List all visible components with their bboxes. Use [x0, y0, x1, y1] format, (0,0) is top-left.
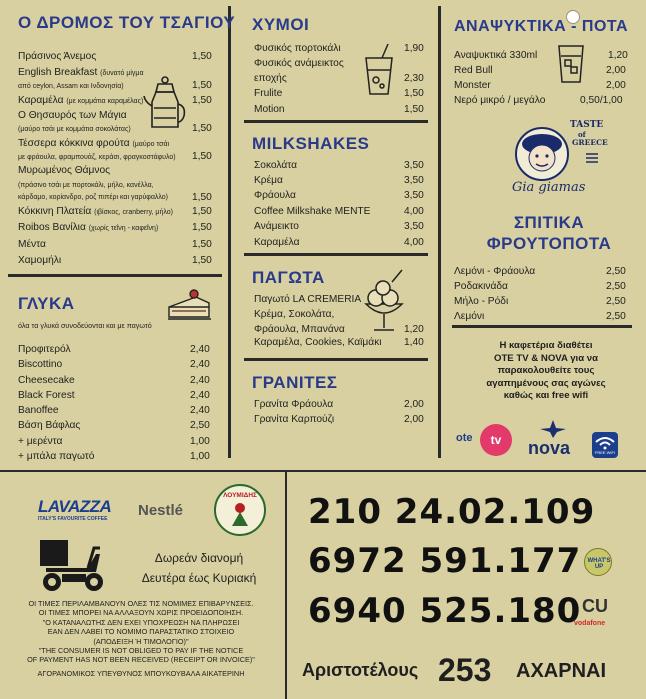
logo-greece-text: GREECE [572, 138, 608, 147]
juice-item-price: 1,50 [404, 104, 424, 115]
disclaimer-line: (ΑΠΟΔΕΙΞΗ Ή ΤΙΜΟΛΟΓΙΟ)" [93, 636, 189, 646]
icecream-item-name: Παγωτό LA CREMERIA [254, 294, 362, 305]
sweet-item-name: + μπάλα παγωτό [18, 451, 95, 462]
disclaimer-line: "THE CONSUMER IS NOT OBLIGED TO PAY IF THE NOTICE [38, 646, 244, 656]
milkshake-item-name: Coffee Milkshake MENTE [254, 206, 371, 217]
homemade-item-name: Λεμόνι - Φράουλα [454, 266, 536, 277]
ote-tv-logo [456, 424, 514, 458]
tea-item [18, 206, 173, 219]
address-number: 253 [438, 652, 492, 688]
tea-item-name: Roibos Βανίλια [18, 222, 86, 233]
granita-item-price: 2,00 [404, 414, 424, 425]
divider [452, 325, 632, 328]
tea-item [18, 95, 143, 108]
lavazza-logo-text: LAVAZZA [38, 497, 112, 516]
tea-item-price: 1,50 [192, 255, 212, 266]
juice-item-price: 1,50 [404, 88, 424, 99]
tea-item-note: κάρδαμο, κορίανδρο, ροζ πιπέρι και γαρύφαλλο) [18, 194, 169, 201]
cu-logo: CU [582, 596, 608, 616]
tea-item-note: (μαύρο τσάι [132, 141, 170, 148]
sweet-item-price: 2,40 [190, 390, 210, 401]
icecream-item-price: 1,40 [404, 337, 424, 348]
granita-item-name: Γρανίτα Φράουλα [254, 399, 334, 410]
tea-item-name: Μέντα [18, 239, 46, 250]
vodafone-logo: vodafone [574, 620, 606, 627]
icecream-item-name: Καραμέλα, Cookies, Καϊμάκι [254, 337, 382, 348]
homemade-item-price: 2,50 [606, 311, 626, 322]
granita-item-name: Γρανίτα Καρπούζι [254, 414, 335, 425]
tea-item-name: Ο Θησαυρός των Μάγια [18, 110, 127, 121]
tv-info-line: παρακολουθείτε τους [497, 365, 595, 376]
divider [0, 470, 646, 472]
logo-signature-text: Gia giamas [512, 180, 586, 195]
loumidis-logo [214, 484, 266, 536]
ote-logo-text: ote [456, 432, 473, 444]
tea-item-name: Κόκκινη Πλατεία [18, 206, 92, 217]
tea-item-name: Χαμομήλι [18, 255, 62, 266]
sweets-section-title: ΓΛΥΚΑ [18, 294, 75, 313]
milkshake-item-name: Καραμέλα [254, 237, 300, 248]
homemade-item-name: Ροδακινάδα [454, 281, 508, 292]
logo-taste-text: TASTE [570, 120, 604, 130]
nova-star-icon [540, 420, 566, 438]
phone-number[interactable]: 6940 525.180 [308, 591, 582, 631]
tv-info-line: αγαπημένους σας αγώνες [486, 377, 606, 389]
sweet-item-price: 2,40 [190, 405, 210, 416]
tea-item-note: (δυνατό μίγμα [100, 70, 144, 77]
icecream-section-title: ΠΑΓΩΤΑ [252, 268, 325, 287]
tea-item [18, 138, 169, 151]
address [302, 652, 642, 694]
tv-info-line: Η καφετέρια διαθέτει [499, 340, 593, 351]
divider [244, 358, 428, 361]
disclaimer-line: "Ο ΚΑΤΑΝΑΛΩΤΗΣ ΔΕΝ ΕΧΕΙ ΥΠΟΧΡΕΩΣΗ ΝΑ ΠΛΗΡΩΣΕΙ [42, 617, 240, 627]
sweet-item-price: 2,40 [190, 344, 210, 355]
juices-section-title: ΧΥΜΟΙ [252, 15, 310, 34]
sweet-item-name: Προφιτερόλ [18, 344, 71, 355]
juice-glass-icon [362, 42, 396, 98]
drink-item-price: 2,00 [606, 80, 626, 91]
divider [244, 120, 428, 123]
free-wifi-logo [592, 432, 618, 458]
icecream-cup-icon [362, 266, 406, 336]
tea-item-note: από ceylon, Assam και Ινδονησία) [18, 83, 124, 90]
tv-info-line: OTE TV & NOVA για να [493, 352, 599, 364]
sweet-item-price: 1,00 [190, 451, 210, 462]
whats-up-logo [584, 548, 612, 576]
juice-item-price: 2,30 [404, 73, 424, 84]
homemade-item-name: Μήλο - Ρόδι [454, 296, 509, 307]
phone-number[interactable]: 210 24.02.109 [308, 492, 596, 532]
address-street: Αριστοτέλους [302, 660, 419, 680]
tv-info-line: καθώς και free wifi [503, 390, 589, 401]
nova-logo [528, 420, 578, 460]
homemade-section-title-line2: ΦΡΟΥΤΟΠΟΤΑ [486, 234, 612, 253]
icecream-item-name: Φράουλα, Μπανάνα [254, 324, 345, 335]
milkshake-item-price: 3,50 [404, 190, 424, 201]
milkshake-item-name: Φράουλα [254, 190, 296, 201]
sweet-item-price: 2,40 [190, 375, 210, 386]
tea-item-price: 1,50 [192, 239, 212, 250]
soft-drinks-section-title: ΑΝΑΨΥΚΤΙΚΑ - ΠΟΤΑ [454, 18, 629, 35]
milkshake-item-name: Κρέμα [254, 175, 283, 186]
tea-item-name: Τέσσερα κόκκινα φρούτα [18, 138, 130, 149]
delivery-line: Δευτέρα έως Κυριακή [141, 571, 257, 585]
milkshake-item-price: 4,00 [404, 206, 424, 217]
tea-item-price: 1,50 [192, 192, 212, 203]
sweet-item-name: Cheesecake [18, 375, 75, 386]
tea-item-price: 1,50 [192, 51, 212, 62]
wifi-logo-text: FREE WIFI [594, 450, 616, 455]
tea-item-note: (ιβίσκος, cranberry, μήλο) [94, 209, 173, 216]
tea-item-price: 1,50 [192, 222, 212, 233]
tea-item-name: Καραμέλα [18, 95, 64, 106]
delivery-scooter-icon [36, 538, 108, 596]
tea-item-name: English Breakfast [18, 67, 98, 78]
tea-item-name: Μυρωμένος Θάμνος [18, 165, 111, 176]
icecream-item-price: 1,20 [404, 324, 424, 335]
tea-item-note: (χωρίς τεΐνη - καφεΐνη) [88, 225, 159, 232]
tea-item-price: 1,50 [192, 151, 212, 162]
tv-info-text [446, 340, 646, 403]
granita-section-title: ΓΡΑΝΙΤΕΣ [252, 373, 338, 392]
milkshake-item-price: 3,50 [404, 221, 424, 232]
divider [228, 6, 231, 458]
logo-of-text: of [578, 130, 586, 139]
drink-glass-icon [556, 40, 586, 84]
juice-item-name: Φυσικός ανάμεικτος [254, 58, 344, 69]
tea-item [18, 222, 158, 235]
milkshake-item-name: Σοκολάτα [254, 160, 298, 171]
sweet-item-price: 1,00 [190, 436, 210, 447]
granita-item-price: 2,00 [404, 399, 424, 410]
drink-item-name: Αναψυκτικά 330ml [454, 50, 538, 61]
nestle-logo: Nestlé [138, 502, 184, 519]
cake-icon [166, 287, 212, 323]
tea-item-name: Πράσινος Άνεμος [18, 51, 97, 62]
drink-item-price: 2,00 [606, 65, 626, 76]
drink-item-price: 1,20 [608, 50, 628, 61]
milkshake-item-name: Ανάμεικτο [254, 221, 299, 232]
disclaimer-line: ΟΙ ΤΙΜΕΣ ΠΕΡΙΛΑΜΒΑΝΟΥΝ ΟΛΕΣ ΤΙΣ ΝΟΜΙΜΕΣ ΕΠΙΒΑΡΥΝΣΕΙΣ. [28, 599, 254, 608]
sweet-item-price: 2,50 [190, 420, 210, 431]
divider [244, 253, 428, 256]
sweet-item-price: 2,40 [190, 359, 210, 370]
juice-item-name: Frulite [254, 88, 283, 99]
disclaimer [6, 599, 276, 678]
delivery-line: Δωρεάν διανομή [154, 551, 244, 565]
tea-item-price: 1,50 [192, 95, 212, 106]
tea-section-title: Ο ΔΡΟΜΟΣ ΤΟΥ ΤΣΑΓΙΟΥ [18, 13, 236, 32]
sweet-item-name: Βάση Βάφλας [18, 420, 81, 431]
tea-item-price: 1,50 [192, 206, 212, 217]
juice-item-name: Motion [254, 104, 285, 115]
divider [8, 274, 222, 277]
juice-item-name: εποχής [254, 73, 287, 84]
homemade-item-price: 2,50 [606, 296, 626, 307]
phone-number[interactable]: 6972 591.177 [308, 541, 582, 581]
delivery-text [124, 548, 274, 588]
milkshakes-section-title: MILKSHAKES [252, 134, 370, 153]
sweet-item-name: Banoffee [18, 405, 59, 416]
lavazza-logo [38, 497, 118, 522]
teapot-icon [142, 72, 188, 134]
drink-item-name: Monster [454, 80, 491, 91]
juice-item-name: Φυσικός πορτοκάλι [254, 43, 341, 54]
tea-item-note: (πράσινο τσάι με πορτοκάλι, μήλο, κανέλλα, [18, 182, 154, 189]
drink-item-price: 0,50/1,00 [580, 95, 623, 106]
loumidis-logo-text: ΛΟΥΜΙΔΗΣ [223, 492, 257, 499]
disclaimer-line: ΟΙ ΤΙΜΕΣ ΜΠΟΡΕΙ ΝΑ ΑΛΛΑΞΟΥΝ ΧΩΡΙΣ ΠΡΟΕΙΔΟΠΟΙΗΣΗ. [38, 608, 244, 618]
whats-up-logo-text: WHAT'S UP [587, 558, 611, 570]
icecream-item-name: Κρέμα, Σοκολάτα, [254, 309, 335, 320]
homemade-item-price: 2,50 [606, 266, 626, 277]
tea-item-price: 1,50 [192, 123, 212, 134]
homemade-item-name: Λεμόνι [454, 311, 485, 322]
tea-item [18, 67, 144, 80]
address-city: ΑΧΑΡΝΑΙ [516, 660, 607, 682]
sweets-subtitle: όλα τα γλυκά συνοδεύονται και με παγωτό [18, 321, 152, 330]
tea-item-price: 1,50 [192, 80, 212, 91]
homemade-section-title-line1: ΣΠΙΤΙΚΑ [513, 213, 585, 232]
nova-logo-text: nova [528, 438, 571, 458]
disclaimer-line: OF PAYMENT HAS NOT BEEN RECEIVED (RECEIPT OR INVOICE)" [27, 655, 255, 665]
coffee-figure-icon [228, 502, 252, 528]
tea-item-note: (με κομμάτια καραμέλας) [66, 98, 144, 105]
drink-item-name: Νερό μικρό / μεγάλο [454, 95, 546, 106]
milkshake-item-price: 4,00 [404, 237, 424, 248]
sweet-item-name: + μερέντα [18, 436, 63, 447]
wifi-icon [592, 432, 618, 450]
disclaimer-line: ΑΓΟΡΑΝΟΜΙΚΟΣ ΥΠΕΥΘΥΝΟΣ ΜΠΟΥΚΟΥΒΑΛΑ ΑΙΚΑΤΕΡΙΝΗ [37, 668, 245, 678]
divider [285, 472, 287, 699]
milkshake-item-price: 3,50 [404, 160, 424, 171]
disclaimer-line: ΕΑΝ ΔΕΝ ΛΑΒΕΙ ΤΟ ΝΟΜΙΜΟ ΠΑΡΑΣΤΑΤΙΚΟ ΣΤΟΙΧΕΙΟ [47, 627, 235, 637]
milkshake-item-price: 3,50 [404, 175, 424, 186]
juice-item-price: 1,90 [404, 43, 424, 54]
sweet-item-name: Black Forest [18, 390, 75, 401]
tea-item-note: (μαύρο τσάι με κομμάτια σοκολάτας) [18, 126, 131, 133]
homemade-item-price: 2,50 [606, 281, 626, 292]
divider [438, 6, 441, 458]
drink-item-name: Red Bull [454, 65, 493, 76]
lavazza-tagline: ITALY'S FAVOURITE COFFEE [38, 516, 108, 522]
tea-item [18, 51, 96, 63]
sweet-item-name: Biscottino [18, 359, 63, 370]
tea-item-note: με φράουλα, φραμπουάζ, κεράσι, φραγκοστάφυλο) [18, 154, 176, 161]
tv-logo-text: tv [480, 424, 512, 456]
